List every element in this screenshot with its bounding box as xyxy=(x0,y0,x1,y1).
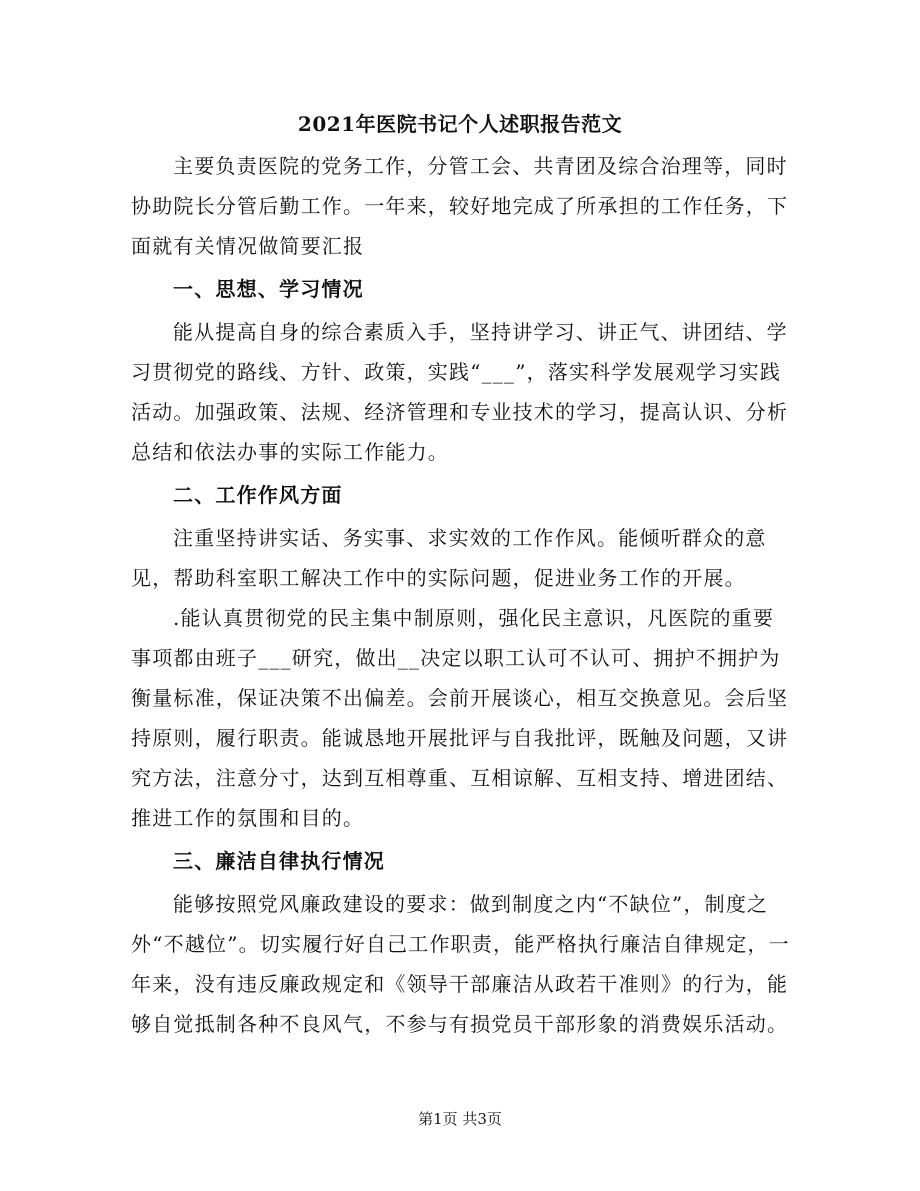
paragraph-integrity: 能够按照党风廉政建设的要求：做到制度之内“不缺位”，制度之外“不越位”。切实履行好自己工作职责，能严格执行廉洁自律规定，一年来，没有违反廉政规定和《领导干部廉洁从政若干准则》的行为，能够自觉抵制各种不良风气，不参与有损党员干部形象的消费娱乐活动。 xyxy=(131,892,790,1036)
section-heading-3: 三、廉洁自律执行情况 xyxy=(173,849,385,873)
section-heading-2: 二、工作作风方面 xyxy=(173,483,343,507)
paragraph-intro: 主要负责医院的党务工作，分管工会、共青团及综合治理等，同时协助院长分管后勤工作。一年来，较好地完成了所承担的工作任务，下面就有关情况做简要汇报 xyxy=(131,154,789,258)
paragraph-democratic-centralism: .能认真贯彻党的民主集中制原则，强化民主意识，凡医院的重要事项都由班子___研究，做出__决定以职工认可不认可、拥护不拥护为衡量标准，保证决策不出偏差。会前开展谈心，相互交换意见。会后坚持原则，履行职责。能诚恳地开展批评与自我批评，既触及问题，又讲究方法，注意分寸，达到互相尊重、互相谅解、互相支持、增进团结、推进工作的氛围和目的。 xyxy=(131,606,789,830)
paragraph-thought-study: 能从提高自身的综合素质入手，坚持讲学习、讲正气、讲团结、学习贯彻党的路线、方针、政策，实践“___”，落实科学发展观学习实践活动。加强政策、法规、经济管理和专业技术的学习，提高认识、分析总结和依法办事的实际工作能力。 xyxy=(131,320,789,464)
page-number: 第1页 共3页 xyxy=(418,1110,502,1128)
section-heading-1: 一、思想、学习情况 xyxy=(173,277,364,301)
document-title: 2021年医院书记个人述职报告范文 xyxy=(297,112,623,136)
paragraph-work-style: 注重坚持讲实话、务实事、求实效的工作作风。能倾听群众的意见，帮助科室职工解决工作中的实际问题，促进业务工作的开展。 xyxy=(131,526,767,590)
document-body xyxy=(131,146,791,1044)
